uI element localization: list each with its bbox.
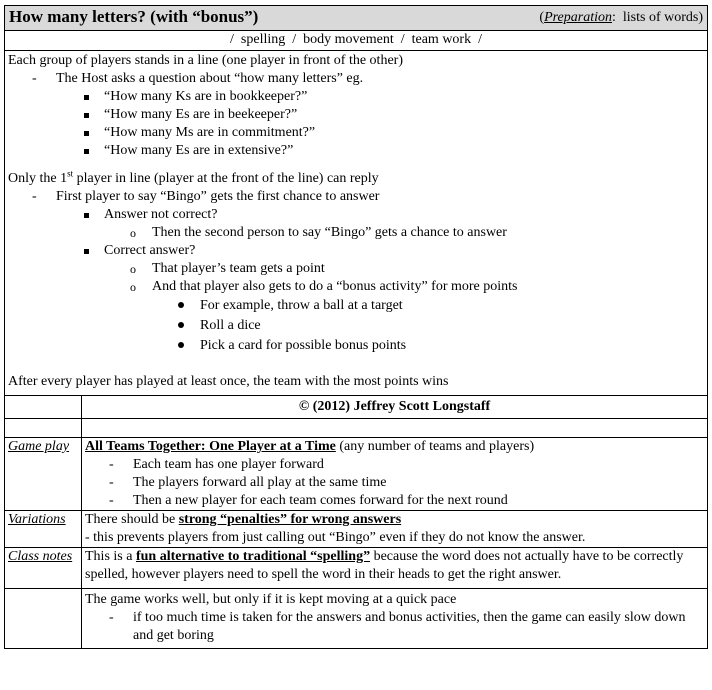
blank-row [5,419,708,438]
header-row [5,6,708,31]
variations-label: Variations [5,511,82,548]
game-play-list [85,456,704,510]
class-notes-label: Class notes [5,548,82,589]
document-page [4,5,707,649]
second-person-item: o Then the second person to say “Bingo” gets a chance to answer [8,224,704,242]
game-play-item: - The players forward all play at the same time [85,474,704,492]
rules-body [5,51,708,396]
categories: / spelling / body movement / team work / [5,31,708,51]
preparation-label: Preparation [544,10,612,25]
game-play-item: - Then a new player for each team comes forward for the next round [85,492,704,510]
copyright: © (2012) Jeffrey Scott Longstaff [82,396,708,419]
notes-item: - if too much time is taken for the answers and bonus activities, then the game can easily slow down and get boring [85,609,704,645]
correct-item: Correct answer? [8,242,704,260]
first-player-item: - First player to say “Bingo” gets the first chance to answer [8,188,704,206]
question-item: “How many Ms are in commitment?” [8,124,704,142]
game-play-row: Game play All Teams Together: One Player at a Time (any number of teams and players) - Each team has one player forward - The players forward all play at the same time - Then a new player for each team comes forward for the next round [5,438,708,511]
copyright-row [5,396,708,419]
class-notes-row: Class notes This is a fun alternative to traditional “spelling” because the word does not actually have to be correctly spelled, however players need to spell the word in their heads to get the right answer. [5,548,708,589]
game-play-label: Game play [5,438,82,511]
game-title: How many letters? (with “bonus”) [9,7,259,26]
bonus-example: For example, throw a ball at a target [8,296,704,316]
not-correct-item: Answer not correct? [8,206,704,224]
bonus-item: o And that player also gets to do a “bonus activity” for more points [8,278,704,296]
game-play-heading: All Teams Together: One Player at a Time [85,439,336,454]
question-list [8,88,704,160]
categories-row [5,31,708,51]
game-play-item: - Each team has one player forward [85,456,704,474]
bonus-example: Roll a dice [8,316,704,336]
variations-row: Variations There should be strong “penalties” for wrong answers - this prevents players from just calling out “Bingo” even if they do not know the answer. [5,511,708,548]
notes-row [5,589,708,649]
game-card-table [4,5,708,649]
host-item: - The Host asks a question about “how many letters” eg. [8,70,704,88]
class-notes-emphasis: fun alternative to traditional “spelling” [135,549,371,564]
question-item: “How many Es are in extensive?” [8,142,704,160]
question-item: “How many Ks are in bookkeeper?” [8,88,704,106]
bonus-example-list [8,296,704,356]
intro-line: Each group of players stands in a line (one player in front of the other) [8,53,403,68]
preparation-note: (Preparation: lists of words) [539,10,704,25]
reply-rule: Only the 1st player in line (player at the front of the line) can reply [8,168,379,186]
variations-emphasis: strong “penalties” for wrong answers [178,512,402,527]
team-point-item: o That player’s team gets a point [8,260,704,278]
notes-line: The game works well, but only if it is kept moving at a quick pace [85,592,457,607]
rules-row [5,51,708,396]
variations-detail: - this prevents players from just calling out “Bingo” even if they do not know the answer. [85,530,586,545]
bonus-example: Pick a card for possible bonus points [8,336,704,356]
ending-rule: After every player has played at least once, the team with the most points wins [8,374,449,389]
question-item: “How many Es are in beekeeper?” [8,106,704,124]
